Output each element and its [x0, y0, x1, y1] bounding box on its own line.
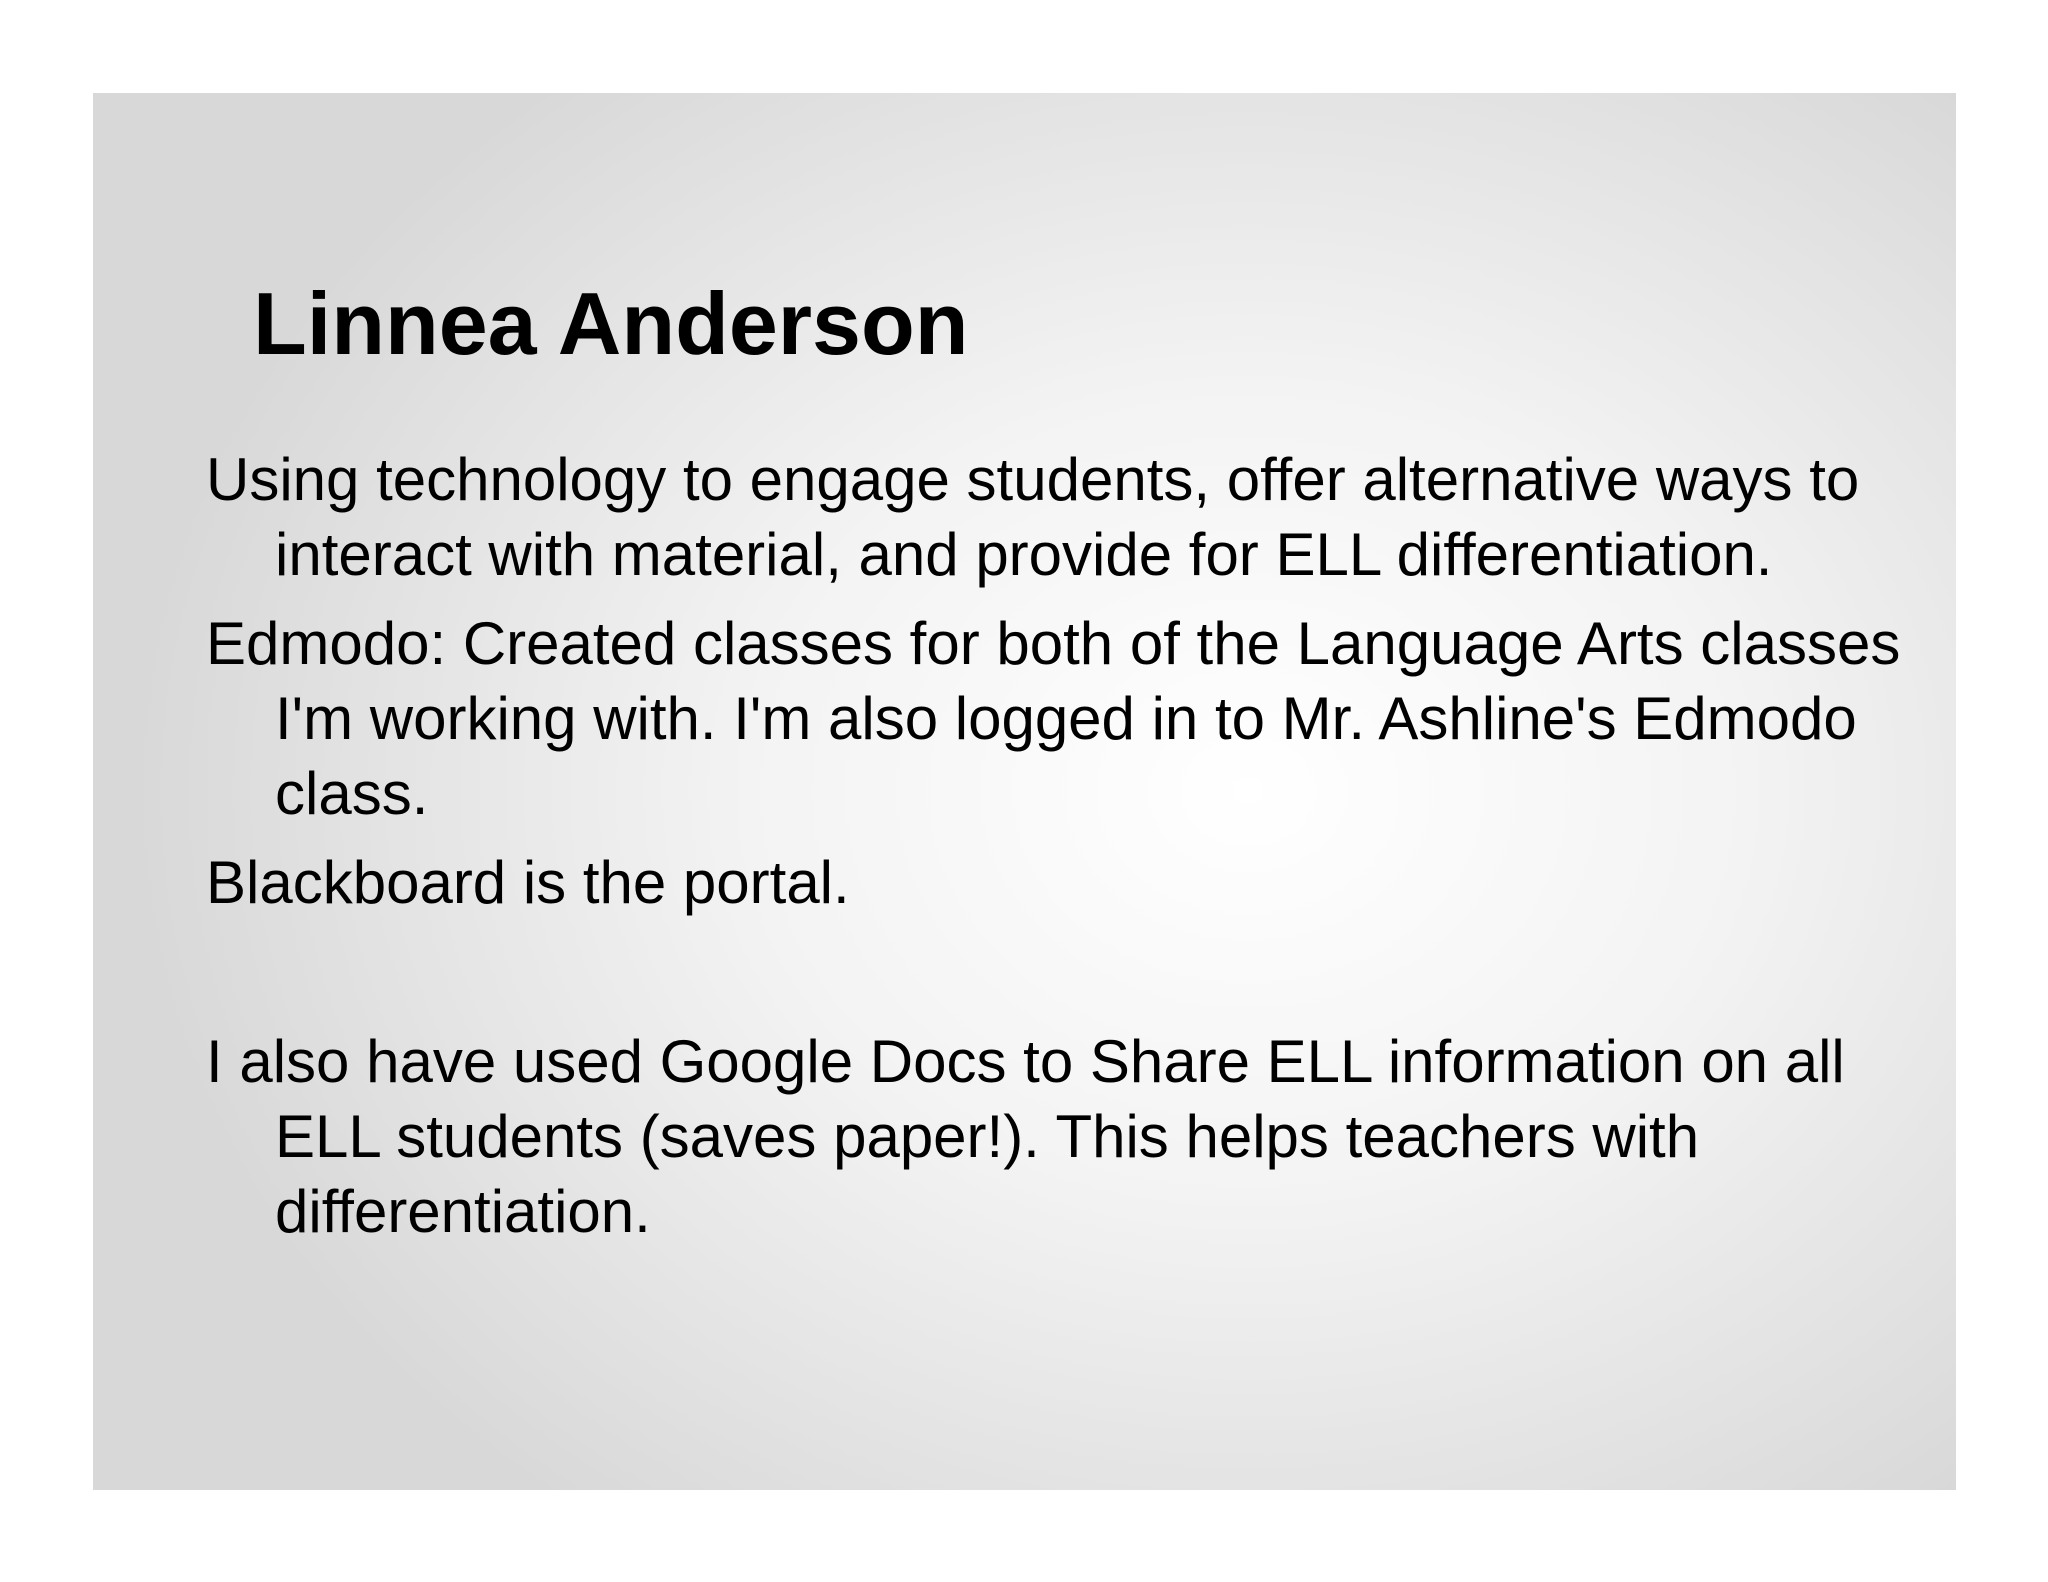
paragraph-blackboard: Blackboard is the portal.	[206, 849, 850, 916]
paragraph-technology: Using technology to engage students, offer alternative ways to interact with material, and provide for ELL differentiation.	[206, 446, 1860, 588]
slide	[93, 93, 1956, 1490]
slide-body	[206, 442, 1926, 1249]
slide-title: Linnea Anderson	[253, 274, 969, 373]
paragraph-google-docs: I also have used Google Docs to Share ELL information on all ELL students (saves paper!). This helps teachers with differentiation.	[206, 1028, 1845, 1245]
paragraph-edmodo: Edmodo: Created classes for both of the Language Arts classes I'm working with. I'm also logged in to Mr. Ashline's Edmodo class.	[206, 610, 1901, 827]
